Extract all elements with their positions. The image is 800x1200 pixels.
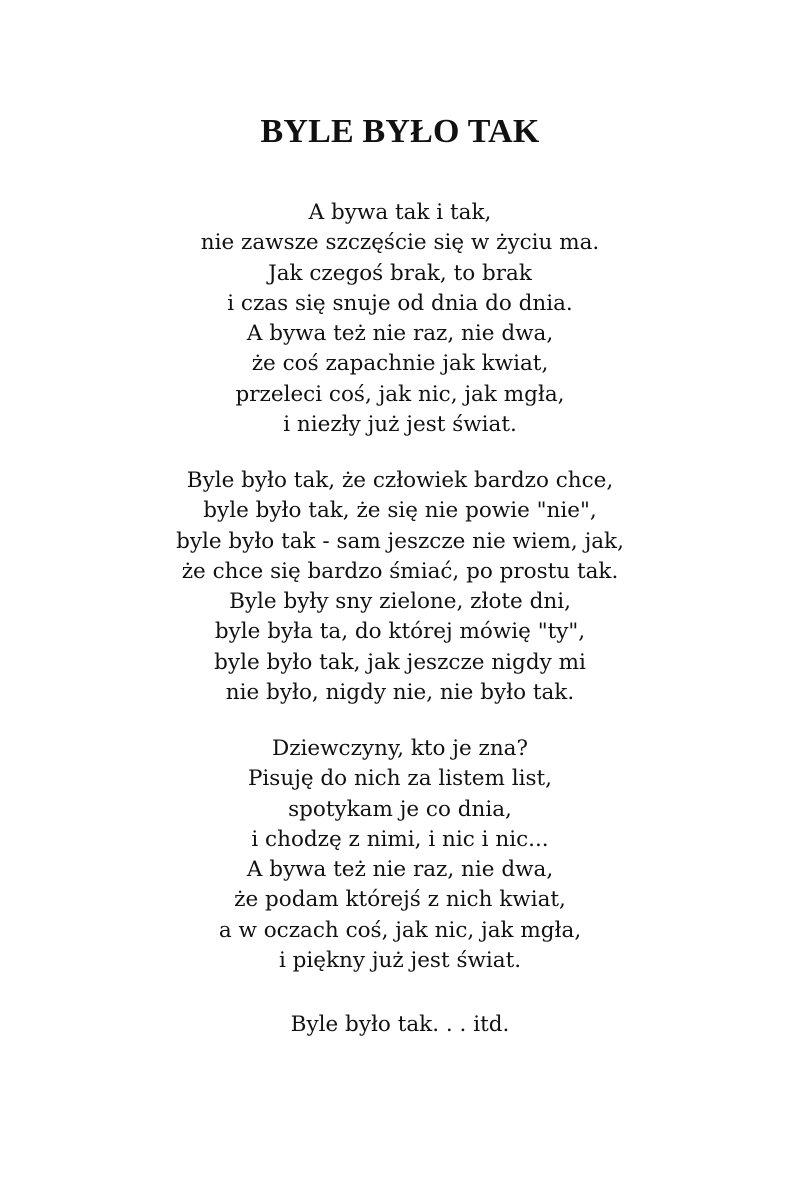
poem-line: A bywa też nie raz, nie dwa, — [246, 857, 554, 883]
poem-line: Jak czegoś brak, to brak — [268, 260, 532, 286]
poem-line: Byle było tak. . . itd. — [290, 1012, 510, 1037]
poem-line: i piękny już jest świat. — [278, 948, 522, 974]
poem-line: i niezły już jest świat. — [283, 412, 517, 438]
poem-line: i czas się snuje od dnia do dnia. — [227, 290, 573, 316]
stanza-3 — [0, 734, 800, 976]
poem-line: i chodzę z nimi, i nic i nic... — [251, 826, 549, 852]
poem-line: że podam którejś z nich kwiat, — [234, 887, 566, 913]
stanza-4 — [0, 1010, 800, 1040]
poem-line: spotykam je co dnia, — [288, 796, 512, 822]
poem-line: że coś zapachnie jak kwiat, — [251, 351, 549, 377]
stanza-1 — [0, 198, 800, 440]
poem-line: że chce się bardzo śmiać, po prostu tak. — [181, 558, 619, 584]
poem-line: byle było tak - sam jeszcze nie wiem, jak, — [176, 528, 624, 554]
poem-line: byle było tak, że się nie powie "nie", — [203, 498, 597, 524]
poem-line: a w oczach coś, jak nic, jak mgła, — [218, 917, 582, 943]
poem-line: byle była ta, do której mówię "ty", — [214, 619, 586, 645]
poem-title: BYLE BYŁO TAK — [260, 113, 540, 150]
poem-line: Byle było tak, że człowiek bardzo chce, — [186, 468, 614, 493]
poem-line: A bywa też nie raz, nie dwa, — [246, 321, 554, 347]
poem-line: nie zawsze szczęście się w życiu ma. — [200, 230, 600, 256]
stanza-2 — [0, 466, 800, 708]
poem-line: A bywa tak i tak, — [308, 200, 492, 225]
poem-line: przeleci coś, jak nic, jak mgła, — [235, 381, 565, 407]
poem-line: nie było, nigdy nie, nie było tak. — [225, 680, 575, 706]
poem-line: byle było tak, jak jeszcze nigdy mi — [214, 649, 586, 675]
poem-line: Byle były sny zielone, złote dni, — [229, 589, 571, 615]
poem-line: Pisuję do nich za listem list, — [247, 766, 553, 792]
poem-line: Dziewczyny, kto je zna? — [271, 736, 529, 761]
